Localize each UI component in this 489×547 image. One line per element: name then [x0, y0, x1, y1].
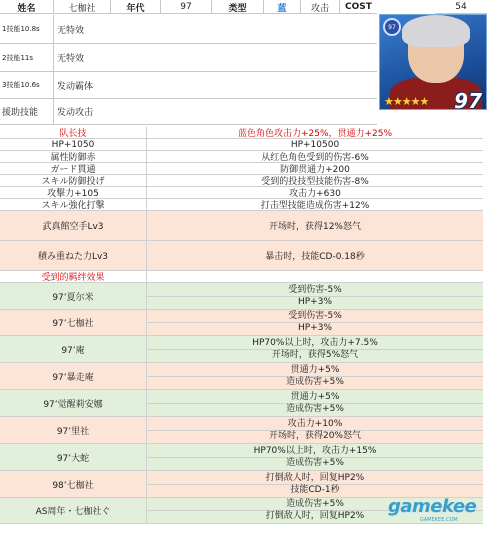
bond-name: 97’大蛇: [0, 444, 147, 470]
portrait-hair: [402, 15, 470, 47]
bond-effects: [147, 444, 483, 470]
bond-name: 97’里社: [0, 417, 147, 443]
bond-row: [0, 444, 483, 471]
cost-value: 54: [435, 0, 487, 14]
name-label: 姓名: [0, 0, 54, 14]
bond-row: [0, 363, 483, 390]
bond-effects: [147, 336, 483, 362]
era-label: 年代: [111, 0, 161, 14]
bond-effect: 造成伤害+5%: [147, 403, 483, 415]
type-value: 蓝: [264, 0, 301, 14]
rarity-stars-icon: ★★★★★: [384, 95, 429, 108]
passive-value: 开场时，获得12%怒气: [268, 222, 361, 232]
stat-value: 防御贯通力+200: [280, 165, 350, 175]
passive-name: 積み重ねた力Lv3: [0, 241, 147, 270]
bond-effects: [147, 471, 483, 497]
bond-name: 98’七枷社: [0, 471, 147, 497]
table-row: [0, 199, 483, 211]
bond-effect: 受到伤害-5%: [288, 284, 342, 295]
stat-value: 攻击力+630: [289, 189, 341, 199]
leader-title: 队长技: [0, 127, 147, 138]
skill-label: 援助技能: [0, 99, 54, 124]
stat-name: HP+1050: [0, 139, 147, 150]
bond-row: [0, 417, 483, 444]
stat-value: 受到的投技型技能伤害-8%: [261, 177, 369, 187]
bonds-header-blank: [147, 271, 483, 282]
bond-name: 97’暴走庵: [0, 363, 147, 389]
bond-effect: 造成伤害+5%: [147, 376, 483, 388]
bond-row: [0, 390, 483, 417]
stat-value: HP+10500: [290, 139, 340, 150]
bond-name: 97’觉醒莉安娜: [0, 390, 147, 416]
bond-effect: HP+3%: [147, 296, 483, 308]
leader-desc: 蓝色角色攻击力+25%，贯通力+25%: [237, 129, 393, 139]
bond-effects: [147, 390, 483, 416]
skill-row-1: [0, 15, 377, 44]
bond-effect: HP+3%: [147, 322, 483, 334]
skill-value: 无特效: [57, 54, 85, 64]
stat-value: 打击型技能造成伤害+12%: [260, 201, 370, 211]
leader-header-row: [0, 127, 483, 139]
skill-label: 2技能11s: [0, 44, 54, 71]
stat-name: ガード貫通: [0, 163, 147, 174]
skill-value: 发动攻击: [57, 108, 94, 118]
bond-effects: [147, 363, 483, 389]
skill-row-assist: [0, 99, 377, 125]
character-portrait: [379, 14, 487, 110]
bond-effect: 贯通力+5%: [290, 391, 340, 402]
bond-name: 97’七枷社: [0, 310, 147, 335]
cost-label: COST: [345, 2, 372, 12]
stat-name: 属性防御赤: [0, 151, 147, 162]
leader-skill-table: [0, 127, 483, 524]
type-label: 类型: [212, 0, 264, 14]
bond-effect: 受到伤害-5%: [288, 311, 342, 321]
skill-row-3: [0, 72, 377, 99]
role-value: 攻击: [301, 0, 340, 14]
skill-value: 无特效: [57, 25, 85, 36]
passive-row: [0, 211, 483, 241]
bond-effect: 造成伤害+5%: [286, 499, 344, 509]
stat-value: 从红色角色受到的伤害-6%: [261, 153, 369, 163]
bond-effect: 开场时，获得20%怒气: [147, 430, 483, 442]
bond-effect: 造成伤害+5%: [147, 457, 483, 469]
skill-row-2: [0, 44, 377, 72]
bond-effects: [147, 310, 483, 335]
bond-effect: 攻击力+10%: [287, 418, 343, 429]
bond-effect: 贯通力+5%: [290, 364, 340, 375]
passive-name: 武真館空手Lv3: [0, 211, 147, 240]
bonds-title: 受到的羁绊效果: [0, 271, 147, 282]
name-value: 七枷社: [54, 0, 111, 14]
era-value: 97: [161, 0, 212, 14]
bond-effect: 技能CD-1秒: [147, 484, 483, 496]
era-number: 97: [454, 89, 482, 110]
passive-value: 暴击时，技能CD-0.18秒: [265, 252, 365, 262]
bond-effects: [147, 283, 483, 309]
gamekee-watermark: gamekee: [388, 496, 477, 517]
era-badge-icon: 97: [383, 18, 401, 36]
bond-effect: 打倒敌人时，回复HP2%: [147, 510, 483, 522]
bond-effects: [147, 417, 483, 443]
bond-effect: HP70%以上时，攻击力+15%: [253, 445, 377, 456]
skill-value: 发动霸体: [57, 81, 94, 92]
bond-effect: 打倒敌人时，回复HP2%: [265, 472, 365, 483]
stat-name: スキル強化打撃: [0, 199, 147, 210]
bond-effect: 开场时，获得5%怒气: [147, 349, 483, 361]
passive-row: [0, 241, 483, 271]
skill-label: 3技能10.6s: [0, 72, 54, 98]
bond-row: [0, 283, 483, 310]
skill-label: 1技能10.8s: [0, 15, 54, 43]
bonds-header-row: [0, 271, 483, 283]
bond-name: 97’庵: [0, 336, 147, 362]
stat-name: スキル防御投げ: [0, 175, 147, 186]
bond-row: [0, 336, 483, 363]
bond-effect: HP70%以上时，攻击力+7.5%: [252, 337, 378, 348]
bond-name: 97’夏尔米: [0, 283, 147, 309]
gamekee-watermark-sub: GAMEKEE.COM: [420, 517, 458, 523]
stat-name: 攻撃力+105: [0, 187, 147, 198]
bond-row: [0, 310, 483, 336]
bond-row: [0, 471, 483, 498]
info-header: [0, 0, 377, 14]
bond-name: AS周年・七枷社ぐ: [0, 498, 147, 523]
